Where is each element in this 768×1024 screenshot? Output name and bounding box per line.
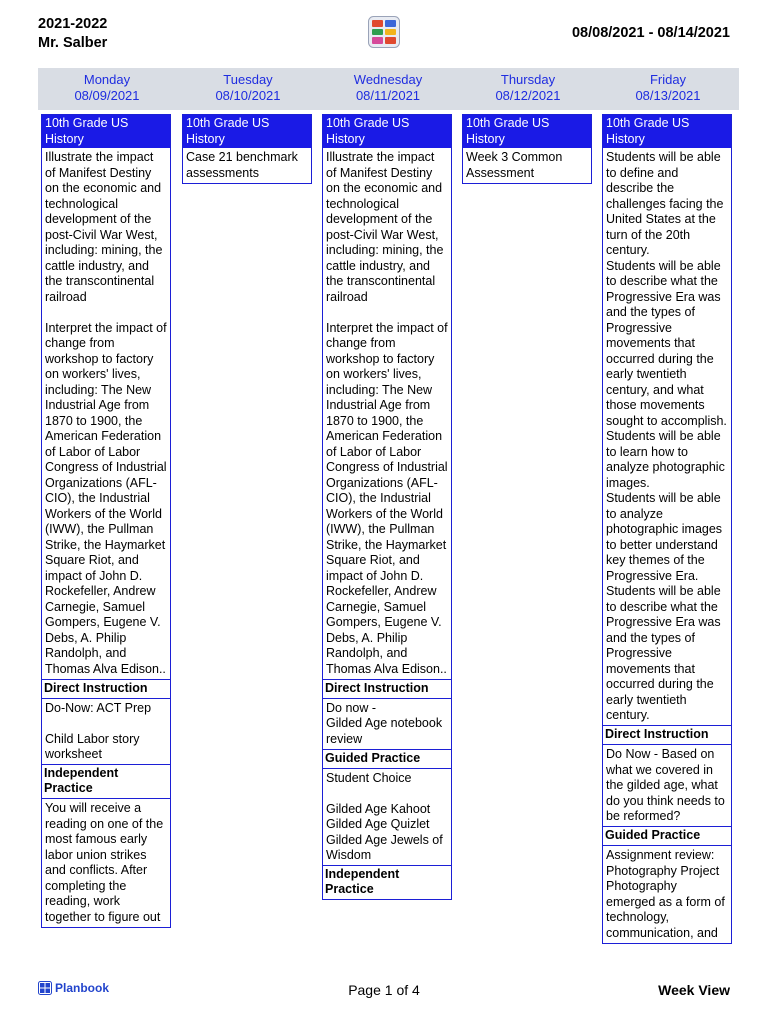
section-text: Do-Now: ACT Prep Child Labor story worksheet — [45, 700, 152, 761]
day-name: Friday — [649, 72, 687, 87]
lesson-section — [322, 865, 452, 900]
lesson-objectives: Illustrate the impact of Manifest Destiny on the economic and technological development of the post-Civil War West, including: mining, the cattle industry, and the transcontinental railroad Interpret the impact of change from workshop to factory on workers' lives, including: The New Industrial Age from 1870 to 1900, the American Federation of Labor of Labor Congress of Industrial Organizations (AFL-CIO), the Industrial Workers of the World (IWW), the Pullman Strike, the Haymarket Square Riot, and impact of John D. Rockefeller, Andrew Carnegie, Samuel Gompers, Eugene V. Debs, A. Philip Randolph, and Thomas Alva Edison.. — [326, 150, 448, 676]
school-year: 2021-2022 — [38, 16, 108, 32]
week-grid — [0, 114, 768, 944]
section-text: Student Choice Gilded Age Kahoot Gilded Age Quizlet Gilded Age Jewels of Wisdom — [326, 770, 443, 862]
section-label: Independent Practice — [42, 765, 170, 799]
lesson-section — [41, 764, 171, 928]
day-header-wednesday — [318, 72, 458, 104]
section-text: You will receive a reading on one of the most famous early labor union strikes and conflicts. After completing the reading, work together to figure out — [45, 801, 167, 924]
section-text: Do Now - Based on what we covered in the gilded age, what do you think needs to be reformed? — [606, 747, 729, 823]
lesson-card[interactable] — [182, 114, 312, 184]
lesson-objectives: Illustrate the impact of Manifest Destiny on the economic and technological development of the post-Civil War West, including: mining, the cattle industry, and the transcontinental railroad Interpret the impact of change from workshop to factory on workers' lives, including: The New Industrial Age from 1870 to 1900, the American Federation of Labor of Labor Congress of Industrial Organizations (AFL-CIO), the Industrial Workers of the World (IWW), the Pullman Strike, the Haymarket Square Riot, and impact of John D. Rockefeller, Andrew Carnegie, Samuel Gompers, Eugene V. Debs, A. Philip Randolph, and Thomas Alva Edison.. — [45, 150, 167, 676]
section-label: Direct Instruction — [42, 680, 170, 699]
day-column-tuesday — [178, 114, 318, 184]
lesson-card[interactable] — [462, 114, 592, 184]
page-number: Page 1 of 4 — [348, 982, 420, 998]
day-column-wednesday — [318, 114, 458, 900]
day-column-monday — [37, 114, 177, 928]
day-date: 08/09/2021 — [74, 88, 140, 103]
day-column-friday — [598, 114, 738, 944]
course-title: 10th Grade US History — [183, 115, 311, 148]
section-label: Guided Practice — [603, 827, 731, 846]
day-header-thursday — [458, 72, 598, 104]
lesson-section — [322, 749, 452, 867]
brand-name: Planbook — [55, 981, 110, 995]
lesson-card[interactable] — [322, 114, 452, 680]
lesson-card[interactable] — [602, 114, 732, 727]
lesson-section — [602, 826, 732, 944]
day-name: Tuesday — [223, 72, 273, 87]
lesson-objectives: Week 3 Common Assessment — [466, 150, 566, 180]
lesson-objectives: Students will be able to define and describe the challenges facing the United States at the turn of the 20th century. Students will be able to describe what the Progressive Era was and the types of Progressive movements that occurred during the early twentieth century, and what those movements sought to accomplish. Students will be able to learn how to analyze photographic images. Students will be able to analyze photographic images to better understand key themes of the Progressive Era. Students will be able to describe what the Progressive Era was and the types of Progressive movements that occurred during the early twentieth century. — [606, 150, 727, 722]
course-title: 10th Grade US History — [603, 115, 731, 148]
section-label: Independent Practice — [325, 867, 400, 896]
day-name: Wednesday — [353, 72, 423, 87]
section-label: Direct Instruction — [323, 680, 451, 699]
day-header-friday — [598, 72, 738, 104]
day-header-tuesday — [178, 72, 318, 104]
lesson-section — [602, 725, 732, 828]
teacher-name: Mr. Salber — [38, 35, 108, 51]
header-left — [38, 15, 107, 53]
lesson-card[interactable] — [41, 114, 171, 680]
lesson-objectives: Case 21 benchmark assessments — [186, 150, 302, 180]
course-title: 10th Grade US History — [463, 115, 591, 148]
section-text: Assignment review: Photography Project Photography emerged as a form of technology, communication, and — [606, 848, 725, 940]
lesson-section — [41, 679, 171, 766]
view-name: Week View — [658, 982, 730, 998]
day-column-thursday — [458, 114, 598, 184]
day-header-monday — [37, 72, 177, 104]
day-date: 08/13/2021 — [635, 88, 701, 103]
day-date: 08/10/2021 — [215, 88, 281, 103]
lesson-section — [322, 679, 452, 751]
section-text: Do now - Gilded Age notebook review — [326, 700, 443, 746]
day-date: 08/11/2021 — [355, 88, 421, 103]
course-title: 10th Grade US History — [323, 115, 451, 148]
section-label: Direct Instruction — [603, 726, 731, 745]
date-range: 08/08/2021 - 08/14/2021 — [571, 25, 730, 41]
section-label: Guided Practice — [323, 750, 451, 769]
planbook-grid-icon — [368, 16, 400, 48]
day-name: Monday — [83, 72, 131, 87]
day-date: 08/12/2021 — [495, 88, 561, 103]
course-title: 10th Grade US History — [42, 115, 170, 148]
day-name: Thursday — [500, 72, 556, 87]
